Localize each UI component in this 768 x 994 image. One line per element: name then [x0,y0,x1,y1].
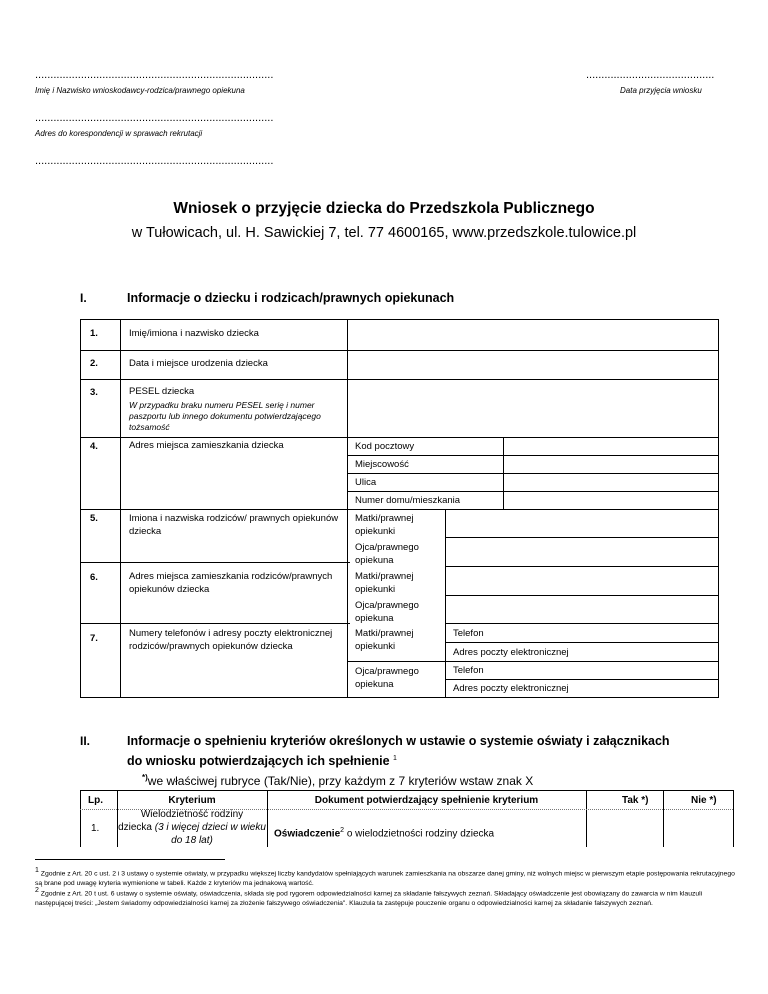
tbl-line [733,790,734,847]
header-criterion: Kryterium [168,795,216,806]
address-line[interactable]: .............................................................................. [35,112,274,124]
tbl-line [445,623,718,624]
header-yes: Tak *) [622,795,649,806]
criterion-line1: Wielodzietność rodziny [140,809,244,820]
footnote-1-text: Zgodnie z Art. 20 c ust. 2 i 3 ustawy o systemie oświaty, w przypadku większej liczby kandydatów spełniających warunek zamieszkania na obszarze danej gminy, niż wolnych miejsc w pierwszym etapie postępowania rekrutacyjnego są brane pod uwagę kryteria wymienione w tabeli. Każde z kryteriów ma jednakową wartość. [35,870,735,887]
row-label-child-name: Imię/imiona i nazwisko dziecka [129,328,259,339]
footnote-ref: 1 [393,754,397,762]
tbl-line [445,679,718,680]
row-number: 3. [90,387,98,398]
header-no: Nie *) [691,795,717,806]
tbl-line [445,642,718,643]
pesel-input[interactable] [348,380,718,437]
row-label-child-address: Adres miejsca zamieszkania dziecka [129,440,284,451]
tbl-line [80,697,718,698]
row-number: 1. [90,328,98,339]
criterion-text [117,808,267,847]
date-line[interactable]: .......................................... [586,69,715,81]
applicant-name-caption: Imię i Nazwisko wnioskodawcy-rodzica/prawnego opiekuna [35,86,245,95]
child-name-input[interactable] [348,320,718,350]
tbl-line [80,509,718,510]
footnote-divider [35,859,225,860]
no-checkbox[interactable] [664,810,733,847]
tbl-line [445,595,718,596]
tbl-line [445,537,718,538]
tbl-line [80,790,733,791]
extra-line[interactable]: .............................................................................. [35,155,274,167]
footnote-2-text: Zgodnie z Art. 20 t ust. 6 ustawy o systemie oświaty, oświadczenia, składa się pod rygorem odpowiedzialności karnej za składanie fałszywych zeznań. Składający oświadczenie jest obowiązany do zawarcia w nim klauzuli następującej treści: „Jestem świadomy odpowiedzialności karnej za złożenie fałszywego oświadczenia". Klauzula ta zastępuje pouczenie organu o odpowiedzialności karnej za składanie fałszywych zeznań. [35,890,703,907]
row-number: 6. [90,572,98,583]
row-label-contacts: Numery telefonów i adresy poczty elektronicznej rodziców/prawnych opiekunów dziecka [129,628,333,652]
criterion-line2 [117,821,267,847]
tbl-line [445,566,718,567]
row-label-pesel: PESEL dziecka [129,386,195,397]
city-label: Miejscowość [355,459,409,470]
footnote-ref: 2 [340,827,345,834]
father-email-label: Adres poczty elektronicznej [453,683,569,694]
criterion-italic: (3 i więcej dzieci w wieku do 18 lat) [154,822,266,846]
criterion-line2-text: dziecka [118,822,152,833]
mother-label: Matki/prawnej opiekunki [355,571,414,595]
tbl-line [347,455,718,456]
header-document: Dokument potwierdzający spełnienie kryterium [314,795,539,806]
row-label-parents-address: Adres miejsca zamieszkania rodziców/prawnych opiekunów dziecka [129,571,333,595]
tbl-line [80,437,718,438]
page-subtitle: w Tułowicach, ul. H. Sawickiej 7, tel. 77 4600165, www.przedszkole.tulowice.pl [131,225,637,241]
pesel-note: W przypadku braku numeru PESEL serię i numer paszportu lub innego dokumentu potwierdzającego tożsamość [129,400,321,432]
mother-email-label: Adres poczty elektronicznej [453,647,569,658]
yes-checkbox[interactable] [587,810,663,847]
footnote-2 [35,886,735,908]
father-label: Ojca/prawnego opiekuna [355,600,419,624]
row-number: 4. [90,441,98,452]
criterion-lp: 1. [91,823,100,834]
document-rest: o wielodzietności rodziny dziecka [344,828,495,840]
asterisk-mark: *) [142,773,148,782]
document-bold: Oświadczenie [274,828,341,840]
mother-phone-label: Telefon [453,628,484,639]
page-title: Wniosek o przyjęcie dziecka do Przedszkola Publicznego [173,200,595,217]
tbl-line [80,562,350,563]
row-label-parents-names: Imiona i nazwiska rodziców/ prawnych opiekunów dziecka [129,513,339,537]
section2-title-line1: Informacje o spełnieniu kryteriów określonych w ustawie o systemie oświaty i załącznikach [127,734,670,748]
house-number-label: Numer domu/mieszkania [355,495,461,506]
father-label: Ojca/prawnego opiekuna [355,666,419,690]
tbl-line [80,623,350,624]
section2-title-line2 [127,754,397,768]
header-lp: Lp. [88,795,103,806]
section1-title: Informacje o dziecku i rodzicach/prawnych opiekunach [127,291,455,305]
row-number: 5. [90,513,98,524]
street-label: Ulica [355,477,377,488]
tbl-line [718,319,719,698]
tbl-line [347,473,718,474]
tbl-line [347,661,718,662]
footnote-1 [35,866,735,888]
date-caption: Data przyjęcia wniosku [620,86,702,95]
section1-number: I. [80,291,87,305]
instruction-text: we właściwej rubryce (Tak/Nie), przy każdym z 7 kryteriów wstaw znak X [147,774,534,788]
footnote-2-num: 2 [35,887,39,894]
applicant-name-line[interactable]: .............................................................................. [35,69,274,81]
row-label-birth: Data i miejsce urodzenia dziecka [129,358,268,369]
address-caption: Adres do korespondencji w sprawach rekrutacji [35,129,203,138]
section2-title-text: do wniosku potwierdzających ich spełnienie [127,754,390,768]
row-number: 2. [90,358,98,369]
tbl-line [347,491,718,492]
row-number: 7. [90,633,98,644]
section2-instruction [142,773,533,788]
section2-number: II. [80,734,91,748]
mother-label: Matki/prawnej opiekunki [355,513,414,537]
document-text [274,824,494,840]
father-label: Ojca/prawnego opiekuna [355,542,419,566]
footnote-1-num: 1 [35,867,39,874]
birth-input[interactable] [348,351,718,379]
mother-label: Matki/prawnej opiekunki [355,628,414,652]
tbl-line [80,790,81,847]
postal-code-label: Kod pocztowy [355,441,415,452]
father-phone-label: Telefon [453,665,484,676]
